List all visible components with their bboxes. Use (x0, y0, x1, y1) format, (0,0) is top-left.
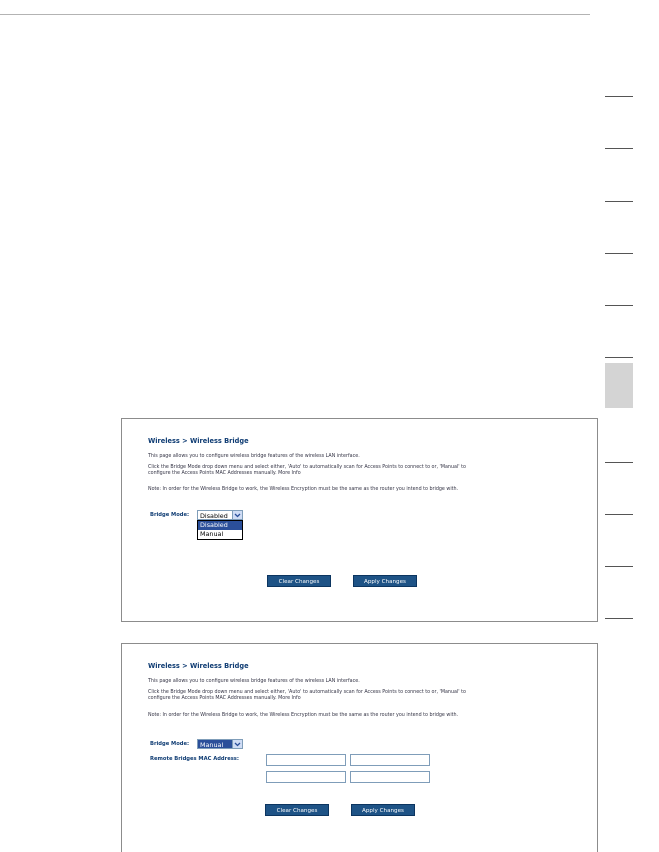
intro-text: This page allows you to configure wireless bridge features of the wireless LAN interface. (148, 454, 360, 459)
section-tab-5[interactable] (605, 305, 633, 306)
section-tab-1[interactable] (605, 96, 633, 97)
note-text: Note: In order for the Wireless Bridge to work, the Wireless Encryption must be the same as the router you intend to bridge with. (148, 713, 459, 718)
mac-address-field-4[interactable] (350, 771, 430, 783)
instructions-line-2: configure the Access Points MAC Addresses manually. More Info (148, 696, 301, 701)
section-tab-6[interactable] (605, 357, 633, 358)
mac-address-field-3[interactable] (266, 771, 346, 783)
section-tab-4[interactable] (605, 253, 633, 254)
bridge-mode-value: Disabled (200, 512, 228, 520)
breadcrumb: Wireless > Wireless Bridge (148, 662, 249, 670)
breadcrumb: Wireless > Wireless Bridge (148, 437, 249, 445)
bridge-mode-select[interactable] (197, 510, 243, 520)
dropdown-option-manual[interactable]: Manual (200, 530, 224, 538)
bridge-mode-value: Manual (200, 741, 224, 749)
top-rule (0, 14, 590, 15)
dropdown-option-disabled[interactable]: Disabled (198, 521, 242, 530)
remote-mac-label: Remote Bridges MAC Address: (150, 756, 239, 762)
mac-address-field-1[interactable] (266, 754, 346, 766)
section-tab-9[interactable] (605, 514, 633, 515)
section-tab-11[interactable] (605, 618, 633, 619)
instructions-line-2: configure the Access Points MAC Addresses manually. More Info (148, 471, 301, 476)
section-tab-3[interactable] (605, 201, 633, 202)
bridge-mode-dropdown-list (197, 520, 243, 540)
wireless-bridge-panel-manual (121, 643, 598, 852)
intro-text: This page allows you to configure wireless bridge features of the wireless LAN interface. (148, 679, 360, 684)
bridge-mode-select[interactable] (197, 739, 243, 749)
chevron-down-icon[interactable] (232, 740, 242, 748)
section-tab-8[interactable] (605, 462, 633, 463)
wireless-bridge-panel-disabled (121, 418, 598, 622)
bridge-mode-label: Bridge Mode: (150, 512, 190, 518)
bridge-mode-label: Bridge Mode: (150, 741, 190, 747)
apply-changes-button[interactable]: Apply Changes (351, 804, 415, 816)
instructions-line-1: Click the Bridge Mode drop down menu and select either, 'Auto' to automatically scan for Access Points to connect to or, 'Manual' to (148, 465, 466, 470)
note-text: Note: In order for the Wireless Bridge to work, the Wireless Encryption must be the same as the router you intend to bridge with. (148, 487, 459, 492)
instructions-line-1: Click the Bridge Mode drop down menu and select either, 'Auto' to automatically scan for Access Points to connect to or, 'Manual' to (148, 690, 466, 695)
apply-changes-button[interactable]: Apply Changes (353, 575, 417, 587)
section-tab-active[interactable] (605, 363, 633, 408)
mac-address-field-2[interactable] (350, 754, 430, 766)
section-tab-2[interactable] (605, 148, 633, 149)
chevron-down-icon[interactable] (232, 511, 242, 519)
clear-changes-button[interactable]: Clear Changes (267, 575, 331, 587)
clear-changes-button[interactable]: Clear Changes (265, 804, 329, 816)
section-tab-10[interactable] (605, 566, 633, 567)
